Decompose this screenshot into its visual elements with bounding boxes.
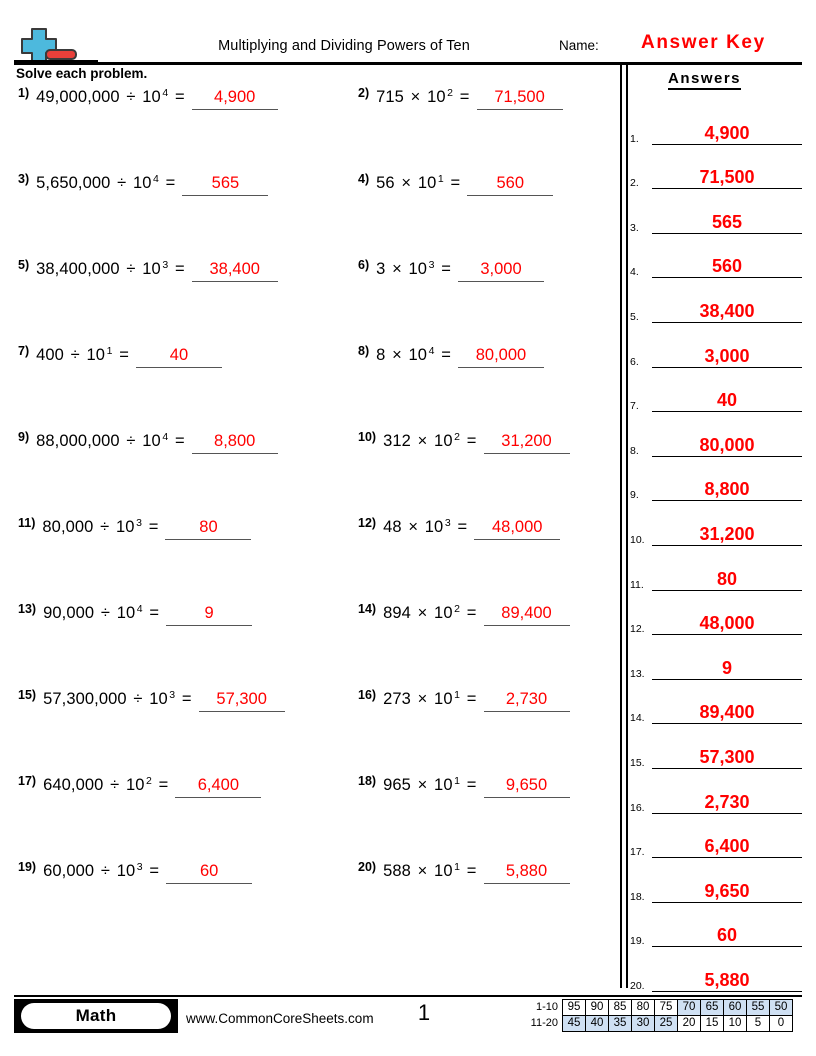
problem-item: [18, 174, 268, 196]
problem-item: [18, 862, 252, 884]
panel-divider-line: [620, 65, 622, 988]
problem-exponent: 3: [444, 516, 451, 529]
problem-item: [18, 260, 278, 282]
answer-key-row: [630, 860, 808, 905]
score-table-cell: 40: [586, 1016, 609, 1032]
score-table-cell: 65: [701, 1000, 724, 1016]
answer-key-number: 11.: [630, 578, 644, 591]
answer-key-value: 2,730: [652, 793, 802, 814]
problem-item: [18, 518, 251, 540]
problem-row: [0, 604, 616, 690]
answer-key-value: 71,500: [652, 168, 802, 189]
problem-number: 13): [18, 602, 37, 616]
problem-operator: ÷: [126, 260, 136, 278]
problem-equals-sign: =: [466, 776, 477, 794]
score-table-cell: 80: [632, 1000, 655, 1016]
problem-answer-blank[interactable]: 9: [166, 604, 252, 626]
score-table-cell: 50: [770, 1000, 793, 1016]
panel-divider-line: [626, 65, 628, 988]
problem-base: 10: [427, 88, 446, 106]
problem-operator: ×: [392, 346, 402, 364]
problem-expression: [36, 174, 177, 193]
problem-number: 20): [358, 860, 377, 874]
answer-key-row: [630, 726, 808, 771]
problem-operand: 48: [383, 518, 402, 536]
problem-item: [358, 432, 570, 454]
problem-base: 10: [424, 518, 444, 536]
problem-exponent: 1: [454, 688, 461, 701]
problem-equals-sign: =: [158, 776, 169, 794]
answer-key-value: 6,400: [652, 837, 802, 858]
answer-key-value: 80,000: [652, 436, 802, 457]
score-table-row: [522, 1000, 793, 1016]
problem-row: [0, 862, 616, 948]
problem-operator: ÷: [126, 88, 136, 106]
problem-equals-sign: =: [174, 260, 185, 278]
problem-exponent: 3: [428, 258, 435, 271]
problem-exponent: 1: [454, 860, 461, 873]
answer-key-number: 18.: [630, 890, 645, 903]
answer-key-number: 20.: [630, 979, 645, 992]
answer-key-value: 60: [652, 926, 802, 947]
problem-row: [0, 346, 616, 432]
answer-key-row: [630, 280, 808, 325]
problem-exponent: 3: [136, 860, 143, 873]
answer-key-number: 15.: [630, 756, 645, 769]
problem-equals-sign: =: [148, 518, 159, 536]
problem-operand: 894: [383, 604, 411, 622]
problem-expression: [42, 518, 160, 537]
answer-key-value: 57,300: [652, 748, 802, 769]
answer-key-value: 9,650: [652, 882, 802, 903]
answer-key-row: [630, 414, 808, 459]
answers-heading: Answers: [668, 70, 741, 90]
problem-answer-blank[interactable]: 565: [182, 174, 268, 196]
problem-number: 11): [18, 516, 36, 530]
score-table-cell: 60: [724, 1000, 747, 1016]
problem-expression: [383, 690, 478, 709]
answer-key-number: 2.: [630, 177, 639, 190]
answer-key-number: 9.: [630, 489, 639, 502]
problem-equals-sign: =: [466, 862, 477, 880]
answer-key-value: 8,800: [652, 480, 802, 501]
answer-key-value: 3,000: [652, 347, 802, 368]
problem-answer-blank[interactable]: 9,650: [484, 776, 570, 798]
problem-base: 10: [142, 260, 161, 278]
problem-operator: ÷: [126, 432, 136, 450]
answer-key-list: [630, 102, 808, 994]
problem-expression: [43, 776, 170, 795]
score-table-row-label: 11-20: [530, 1017, 558, 1029]
answer-key-number: 6.: [630, 355, 639, 368]
problem-base: 10: [434, 862, 453, 880]
problem-row: [0, 518, 616, 604]
answer-key-row: [630, 147, 808, 192]
problem-operand: 90,000: [43, 604, 95, 622]
problem-operand: 57,300,000: [43, 690, 127, 708]
problem-base: 10: [417, 174, 437, 192]
answer-key-number: 19.: [630, 935, 645, 948]
problem-item: [358, 174, 553, 196]
problem-equals-sign: =: [174, 88, 185, 106]
problem-base: 10: [142, 88, 161, 106]
problem-operand: 5,650,000: [36, 174, 111, 192]
problem-item: [18, 88, 278, 110]
problem-answer-blank[interactable]: 40: [136, 346, 222, 368]
problem-base: 10: [149, 690, 168, 708]
answer-key-row: [630, 949, 808, 994]
problem-answer-blank[interactable]: 31,200: [484, 432, 570, 454]
problem-item: [18, 776, 261, 798]
problem-answer-blank[interactable]: 560: [467, 174, 553, 196]
problem-expression: [43, 862, 161, 881]
problem-item: [358, 346, 544, 368]
problem-base: 10: [142, 432, 161, 450]
score-table-row: [522, 1016, 793, 1032]
answer-key-number: 10.: [630, 533, 645, 546]
answer-key-number: 12.: [630, 623, 645, 636]
answer-key-row: [630, 370, 808, 415]
score-table-cell: 85: [609, 1000, 632, 1016]
answer-key-number: 14.: [630, 712, 645, 725]
answer-key-value: 31,200: [652, 525, 802, 546]
problem-expression: [376, 174, 462, 193]
problem-number: 3): [18, 172, 30, 186]
score-table-cell: 30: [632, 1016, 655, 1032]
problem-base: 10: [116, 604, 136, 622]
answer-key-value: 40: [652, 391, 802, 412]
answer-key-row: [630, 816, 808, 861]
problem-operator: ×: [417, 862, 428, 880]
problem-base: 10: [125, 776, 145, 794]
problem-base: 10: [408, 346, 428, 364]
problem-operator: ×: [410, 88, 421, 106]
problem-answer-blank[interactable]: 80,000: [458, 346, 544, 368]
score-table-cell: 95: [563, 1000, 586, 1016]
problem-exponent: 2: [454, 602, 461, 615]
problem-answer-blank[interactable]: 89,400: [484, 604, 570, 626]
problem-item: [18, 432, 278, 454]
problem-base: 10: [86, 346, 106, 364]
answer-key-row: [630, 682, 808, 727]
answer-key-number: 1.: [630, 132, 639, 145]
problem-number: 6): [358, 258, 370, 272]
subject-badge-label: Math: [21, 1003, 171, 1029]
problem-expression: [383, 432, 478, 451]
answer-key-number: 13.: [630, 667, 645, 680]
problem-item: [358, 862, 570, 884]
problem-number: 16): [358, 688, 377, 702]
problem-equals-sign: =: [466, 690, 477, 708]
problem-operator: ×: [417, 690, 428, 708]
problem-answer-blank[interactable]: 57,300: [199, 690, 285, 712]
problem-operator: ÷: [117, 174, 127, 192]
problem-item: [18, 604, 252, 626]
score-table-cell: 55: [747, 1000, 770, 1016]
problem-operator: ×: [408, 518, 419, 536]
problem-operand: 56: [376, 174, 395, 192]
answer-key-row: [630, 325, 808, 370]
answer-key-row: [630, 593, 808, 638]
problem-operator: ÷: [100, 604, 110, 622]
answer-key-row: [630, 905, 808, 950]
problem-operand: 273: [383, 690, 411, 708]
problem-operand: 88,000,000: [36, 432, 120, 450]
problem-expression: [383, 862, 478, 881]
answer-key-value: 80: [652, 570, 802, 591]
score-table-cell: 70: [678, 1000, 701, 1016]
answer-key-row: [630, 771, 808, 816]
problem-number: 2): [358, 86, 370, 100]
problem-equals-sign: =: [119, 346, 129, 364]
problem-exponent: 3: [136, 516, 143, 529]
score-table-cell: 10: [724, 1016, 747, 1032]
problem-operator: ÷: [100, 862, 110, 880]
problem-exponent: 4: [428, 344, 435, 357]
problem-base: 10: [434, 432, 453, 450]
answer-key-row: [630, 503, 808, 548]
problem-number: 15): [18, 688, 37, 702]
answer-key-number: 17.: [630, 846, 645, 859]
answer-key-number: 7.: [630, 400, 639, 413]
score-table-row-label: 1-10: [535, 1001, 558, 1013]
problem-expression: [383, 776, 478, 795]
problem-expression: [376, 88, 471, 107]
problem-answer-blank[interactable]: 48,000: [474, 518, 560, 540]
problem-operand: 715: [376, 88, 404, 106]
problem-answer-blank[interactable]: 2,730: [484, 690, 570, 712]
problem-operand: 80,000: [42, 518, 94, 536]
score-table-cell: 45: [563, 1016, 586, 1032]
answer-key-value: 5,880: [652, 971, 802, 992]
answer-key-value: 4,900: [652, 124, 802, 145]
problem-row: [0, 432, 616, 518]
problem-item: [358, 260, 544, 282]
answer-key-value: 38,400: [652, 302, 802, 323]
problem-number: 5): [18, 258, 30, 272]
problem-row: [0, 88, 616, 174]
problem-equals-sign: =: [441, 346, 451, 364]
problem-number: 17): [18, 774, 37, 788]
problem-item: [358, 604, 570, 626]
problem-item: [358, 88, 563, 110]
problem-exponent: 4: [162, 86, 169, 99]
problem-equals-sign: =: [450, 174, 461, 192]
problem-number: 8): [358, 344, 370, 358]
answer-key-panel: [630, 66, 808, 992]
problem-number: 18): [358, 774, 377, 788]
answer-key-label: Answer Key: [641, 32, 766, 53]
problem-number: 14): [358, 602, 377, 616]
problem-item: [18, 346, 222, 368]
problem-expression: [376, 260, 453, 279]
score-table-cell: 35: [609, 1016, 632, 1032]
problem-answer-blank[interactable]: 5,880: [484, 862, 570, 884]
score-table-cell: 0: [770, 1016, 793, 1032]
instructions-text: Solve each problem.: [16, 66, 148, 81]
problem-operand: 60,000: [43, 862, 95, 880]
problem-base: 10: [434, 690, 453, 708]
answer-key-value: 89,400: [652, 703, 802, 724]
problem-exponent: 1: [106, 344, 113, 357]
problem-number: 9): [18, 430, 30, 444]
problem-equals-sign: =: [149, 604, 160, 622]
answer-key-row: [630, 459, 808, 504]
answer-key-value: 48,000: [652, 614, 802, 635]
problem-expression: [43, 604, 161, 623]
problem-item: [18, 690, 285, 712]
problem-operand: 965: [383, 776, 411, 794]
answer-key-row: [630, 637, 808, 682]
problem-number: 4): [358, 172, 370, 186]
answer-key-number: 16.: [630, 801, 645, 814]
score-table-cell: 75: [655, 1000, 678, 1016]
problem-equals-sign: =: [466, 432, 477, 450]
problem-expression: [36, 260, 187, 279]
problem-operator: ×: [417, 776, 428, 794]
name-label: Name:: [559, 38, 599, 53]
answer-key-number: 4.: [630, 266, 639, 279]
problem-number: 19): [18, 860, 37, 874]
score-table: [522, 999, 793, 1032]
answer-key-row: [630, 548, 808, 593]
answer-key-value: 565: [652, 213, 802, 234]
problem-operator: ×: [392, 260, 402, 278]
problem-base: 10: [116, 518, 135, 536]
problem-operand: 38,400,000: [36, 260, 120, 278]
problem-row: [0, 174, 616, 260]
problem-operator: ÷: [110, 776, 120, 794]
problem-exponent: 2: [447, 86, 454, 99]
problem-number: 1): [18, 86, 30, 100]
problem-exponent: 3: [169, 688, 176, 701]
problem-number: 7): [18, 344, 30, 358]
problem-answer-blank[interactable]: 8,800: [192, 432, 278, 454]
problem-base: 10: [408, 260, 428, 278]
problem-answer-blank[interactable]: 80: [165, 518, 251, 540]
problem-operator: ×: [401, 174, 412, 192]
problem-equals-sign: =: [466, 604, 477, 622]
problem-exponent: 3: [162, 258, 169, 271]
header-divider: [14, 62, 802, 65]
problem-base: 10: [434, 776, 453, 794]
problem-equals-sign: =: [181, 690, 192, 708]
problem-item: [358, 518, 560, 540]
problem-exponent: 4: [162, 430, 169, 443]
problem-answer-blank[interactable]: 3,000: [458, 260, 544, 282]
problem-exponent: 1: [437, 172, 444, 185]
answer-key-row: [630, 236, 808, 281]
problem-number: 12): [358, 516, 377, 530]
problem-list: [0, 88, 616, 968]
site-url-text: www.CommonCoreSheets.com: [186, 1011, 374, 1026]
problem-equals-sign: =: [457, 518, 468, 536]
problem-expression: [36, 432, 187, 451]
problem-item: [358, 776, 570, 798]
footer-divider: [14, 995, 802, 997]
page-title: Multiplying and Dividing Powers of Ten: [218, 38, 470, 54]
score-table-cell: 15: [701, 1016, 724, 1032]
problem-operand: 49,000,000: [36, 88, 120, 106]
problem-exponent: 4: [136, 602, 143, 615]
problem-answer-blank[interactable]: 38,400: [192, 260, 278, 282]
answer-key-number: 5.: [630, 310, 639, 323]
problem-base: 10: [116, 862, 136, 880]
problem-operand: 588: [383, 862, 411, 880]
answer-key-number: 8.: [630, 444, 639, 457]
problem-exponent: 1: [454, 774, 461, 787]
problem-equals-sign: =: [165, 174, 176, 192]
problem-operand: 3: [376, 260, 386, 278]
score-table-cell: 20: [678, 1016, 701, 1032]
problem-item: [358, 690, 570, 712]
problem-operator: ×: [417, 432, 428, 450]
problem-exponent: 2: [454, 430, 461, 443]
problem-answer-blank[interactable]: 71,500: [477, 88, 563, 110]
problem-operator: ÷: [133, 690, 143, 708]
answer-key-number: 3.: [630, 221, 639, 234]
page-number: 1: [417, 1000, 431, 1025]
score-table-cell: 90: [586, 1000, 609, 1016]
problem-row: [0, 260, 616, 346]
answer-key-row: [630, 102, 808, 147]
problem-expression: [43, 690, 194, 709]
problem-operand: 640,000: [43, 776, 104, 794]
problem-number: 10): [358, 430, 377, 444]
plus-minus-logo-icon: [14, 24, 110, 62]
problem-expression: [36, 346, 131, 365]
problem-equals-sign: =: [174, 432, 185, 450]
subject-badge: [14, 999, 178, 1033]
problem-answer-blank[interactable]: 4,900: [192, 88, 278, 110]
problem-equals-sign: =: [149, 862, 160, 880]
problem-operator: ÷: [70, 346, 80, 364]
problem-operand: 400: [36, 346, 64, 364]
answer-key-value: 560: [652, 257, 802, 278]
problem-row: [0, 690, 616, 776]
problem-equals-sign: =: [459, 88, 470, 106]
problem-row: [0, 776, 616, 862]
problem-expression: [383, 604, 478, 623]
problem-base: 10: [434, 604, 453, 622]
problem-answer-blank[interactable]: 60: [166, 862, 252, 884]
problem-answer-blank[interactable]: 6,400: [175, 776, 261, 798]
problem-exponent: 2: [146, 774, 152, 787]
worksheet-header: [14, 24, 802, 64]
problem-base: 10: [132, 174, 152, 192]
problem-expression: [36, 88, 187, 107]
problem-expression: [383, 518, 469, 537]
problem-operand: 312: [383, 432, 411, 450]
score-table-cell: 25: [655, 1016, 678, 1032]
problem-operator: ÷: [100, 518, 110, 536]
score-table-cell: 5: [747, 1016, 770, 1032]
problem-operator: ×: [417, 604, 428, 622]
answer-key-value: 9: [652, 659, 802, 680]
problem-exponent: 4: [153, 172, 159, 185]
problem-equals-sign: =: [441, 260, 451, 278]
problem-expression: [376, 346, 453, 365]
problem-operand: 8: [376, 346, 386, 364]
answer-key-row: [630, 191, 808, 236]
